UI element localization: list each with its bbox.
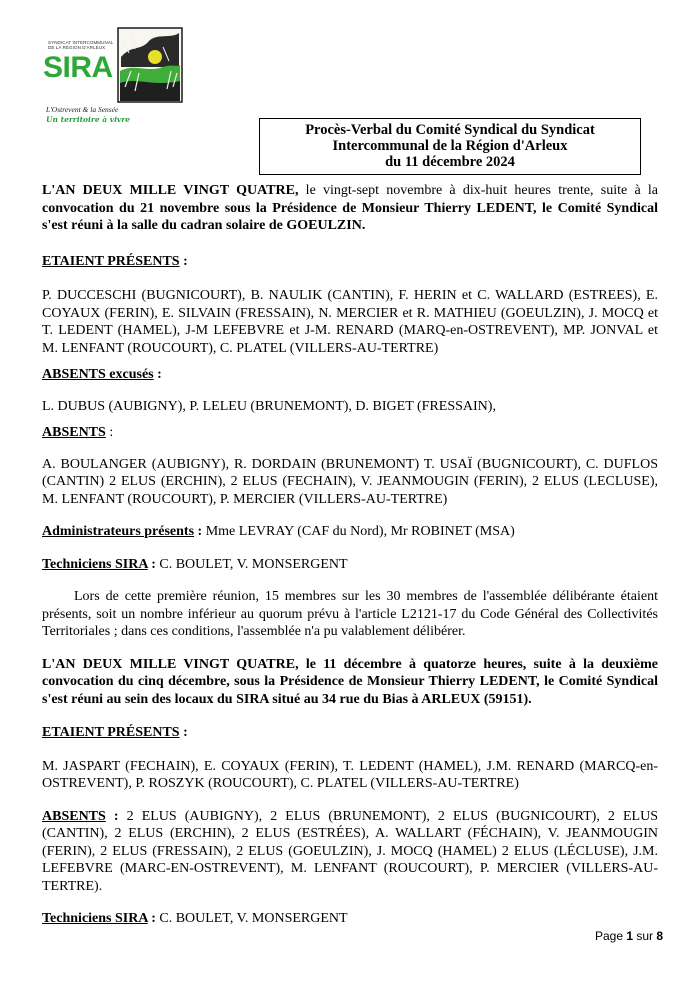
session1-tech-line: [42, 556, 658, 574]
session1-absent-list: A. BOULANGER (AUBIGNY), R. DORDAIN (BRUNEMONT) T. USAÏ (BUGNICOURT), C. DUFLOS (CANTIN) 2 ELUS (ERCHIN), 2 ELUS (FECHAIN), V. JEANMOUGIN (FERIN), 2 ELUS (LECLUSE), M. LENFANT (ROUCOURT), P. MERCIER (VILLERS-AU-TERTRE): [42, 456, 658, 507]
logo-org-line2: DE LA RÉGION D'ARLEUX: [48, 45, 106, 50]
session1-excused-list: L. DUBUS (AUBIGNY), P. LELEU (BRUNEMONT), D. BIGET (FRESSAIN),: [42, 398, 496, 414]
admin-heading-label: Administrateurs présents: [42, 524, 195, 539]
absent-heading-colon: :: [105, 425, 114, 440]
footer-page-number: 1: [626, 929, 634, 943]
session1-admin-line: [42, 523, 658, 541]
excused-heading-colon: :: [153, 367, 162, 382]
excused-heading-label: ABSENTS excusés: [42, 367, 154, 382]
logo-org-name: [48, 40, 128, 50]
footer-page-total: 8: [656, 929, 664, 943]
logo-org-line1: SYNDICAT INTERCOMMUNAL: [48, 40, 114, 45]
title-line-2: Intercommunal de la Région d'Arleux: [332, 138, 568, 154]
session2-absent-paragraph: [42, 808, 658, 896]
logo-wordmark: SIRA: [43, 51, 113, 84]
footer-separator: sur: [633, 929, 657, 943]
document-body: [42, 182, 658, 928]
absent2-list: 2 ELUS (AUBIGNY), 2 ELUS (BRUNEMONT), 2 ELUS (BUGNICOURT), 2 ELUS (CANTIN), 2 ELUS (ERCHIN), 2 ELUS (ESTRÉES), A. WALLART (FÉCHAIN), V. JEANMOUGIN (FERIN), 2 ELUS (FRESSAIN), 2 ELUS (GOEULZIN), J. MOCQ (HAMEL) 2 ELUS (LÉCLUSE), J.M. LEFEBVRE (MARC-EN-OSTREVENT), M. LENFANT (ROUCOURT), P. MERCIER (VILLERS-AU-TERTRE).: [42, 808, 658, 894]
footer-page-label: Page: [595, 929, 627, 943]
absent2-heading-colon: :: [105, 808, 127, 824]
admin-list: Mme LEVRAY (CAF du Nord), Mr ROBINET (MSA): [205, 524, 515, 539]
session1-intro-mid: le vingt-sept novembre à dix-huit heures trente, suite à la: [298, 183, 658, 198]
tech-heading-label: Techniciens SIRA: [42, 556, 148, 572]
session1-absent-heading: [42, 424, 658, 442]
session1-intro-lead: L'AN DEUX MILLE VINGT QUATRE,: [42, 183, 299, 198]
tech2-heading-colon: :: [147, 911, 160, 926]
absent-heading-label: ABSENTS: [42, 425, 106, 440]
present2-heading-label: ETAIENT PRÉSENTS: [42, 725, 180, 740]
session2-intro: L'AN DEUX MILLE VINGT QUATRE, le 11 décembre à quatorze heures, suite à la deuxième convocation du cinq décembre, sous la Présidence de Monsieur Thierry LEDENT, le Comité Syndical s'est réuni au sein des locaux du SIRA situé au 34 rue du Bias à ARLEUX (59151).: [42, 656, 658, 707]
sira-logo: [40, 22, 185, 122]
logo-slogan: Un territoire à vivre: [46, 115, 131, 124]
tech2-list: C. BOULET, V. MONSERGENT: [159, 911, 348, 926]
present-heading-colon: :: [179, 253, 188, 269]
title-line-1: Procès-Verbal du Comité Syndical du Syndicat: [305, 122, 595, 138]
tech-list: C. BOULET, V. MONSERGENT: [159, 556, 348, 572]
title-line-3: du 11 décembre 2024: [385, 154, 515, 170]
absent2-heading-label: ABSENTS: [42, 808, 106, 824]
session1-quorum-paragraph: Lors de cette première réunion, 15 membres sur les 30 membres de l'assemblée délibérante étaient présents, soit un nombre inférieur au quorum prévu à l'article L2121-17 du Code Général des Collectivités Territoriales ; dans ces conditions, l'assemblée n'a pu valablement délibérer.: [42, 589, 658, 639]
logo-subtitle: L'Ostrevent & la Sensée: [46, 105, 119, 114]
session1-excused-heading: [42, 366, 658, 384]
session2-present-heading: [42, 724, 658, 742]
session1-present-heading: [42, 253, 658, 271]
tech2-heading-label: Techniciens SIRA: [42, 911, 148, 926]
session1-present-list: P. DUCCESCHI (BUGNICOURT), B. NAULIK (CANTIN), F. HERIN et C. WALLARD (ESTREES), E. COYAUX (FERIN), E. SILVAIN (FRESSAIN), N. MERCIER et R. MATHIEU (GOEULZIN), J. MOCQ et T. LEDENT (HAMEL), J-M LEFEBVRE et J-M. RENARD (MARQ-en-OSTREVENT), MP. JONVAL et M. LENFANT (ROUCOURT), C. PLATEL (VILLERS-AU-TERTRE): [42, 288, 658, 356]
logo-landscape-icon: [117, 27, 183, 103]
tech-heading-colon: :: [147, 556, 160, 572]
session1-intro-bold: convocation du 21 novembre sous la Présidence de Monsieur Thierry LEDENT, le Comité Syndical s'est réuni à la salle du cadran solaire de GOEULZIN.: [42, 200, 658, 233]
admin-heading-colon: :: [194, 524, 206, 539]
present2-heading-colon: :: [179, 725, 188, 740]
session1-intro: [42, 182, 658, 235]
page-footer: [595, 929, 663, 943]
present-heading-label: ETAIENT PRÉSENTS: [42, 253, 180, 269]
session2-present-list: M. JASPART (FECHAIN), E. COYAUX (FERIN), T. LEDENT (HAMEL), J.M. RENARD (MARCQ-en-OSTREVENT), P. ROSZYK (ROUCOURT), C. PLATEL (VILLERS-AU-TERTRE): [42, 758, 658, 791]
session2-tech-line: [42, 910, 658, 928]
document-title-box: [259, 118, 641, 175]
